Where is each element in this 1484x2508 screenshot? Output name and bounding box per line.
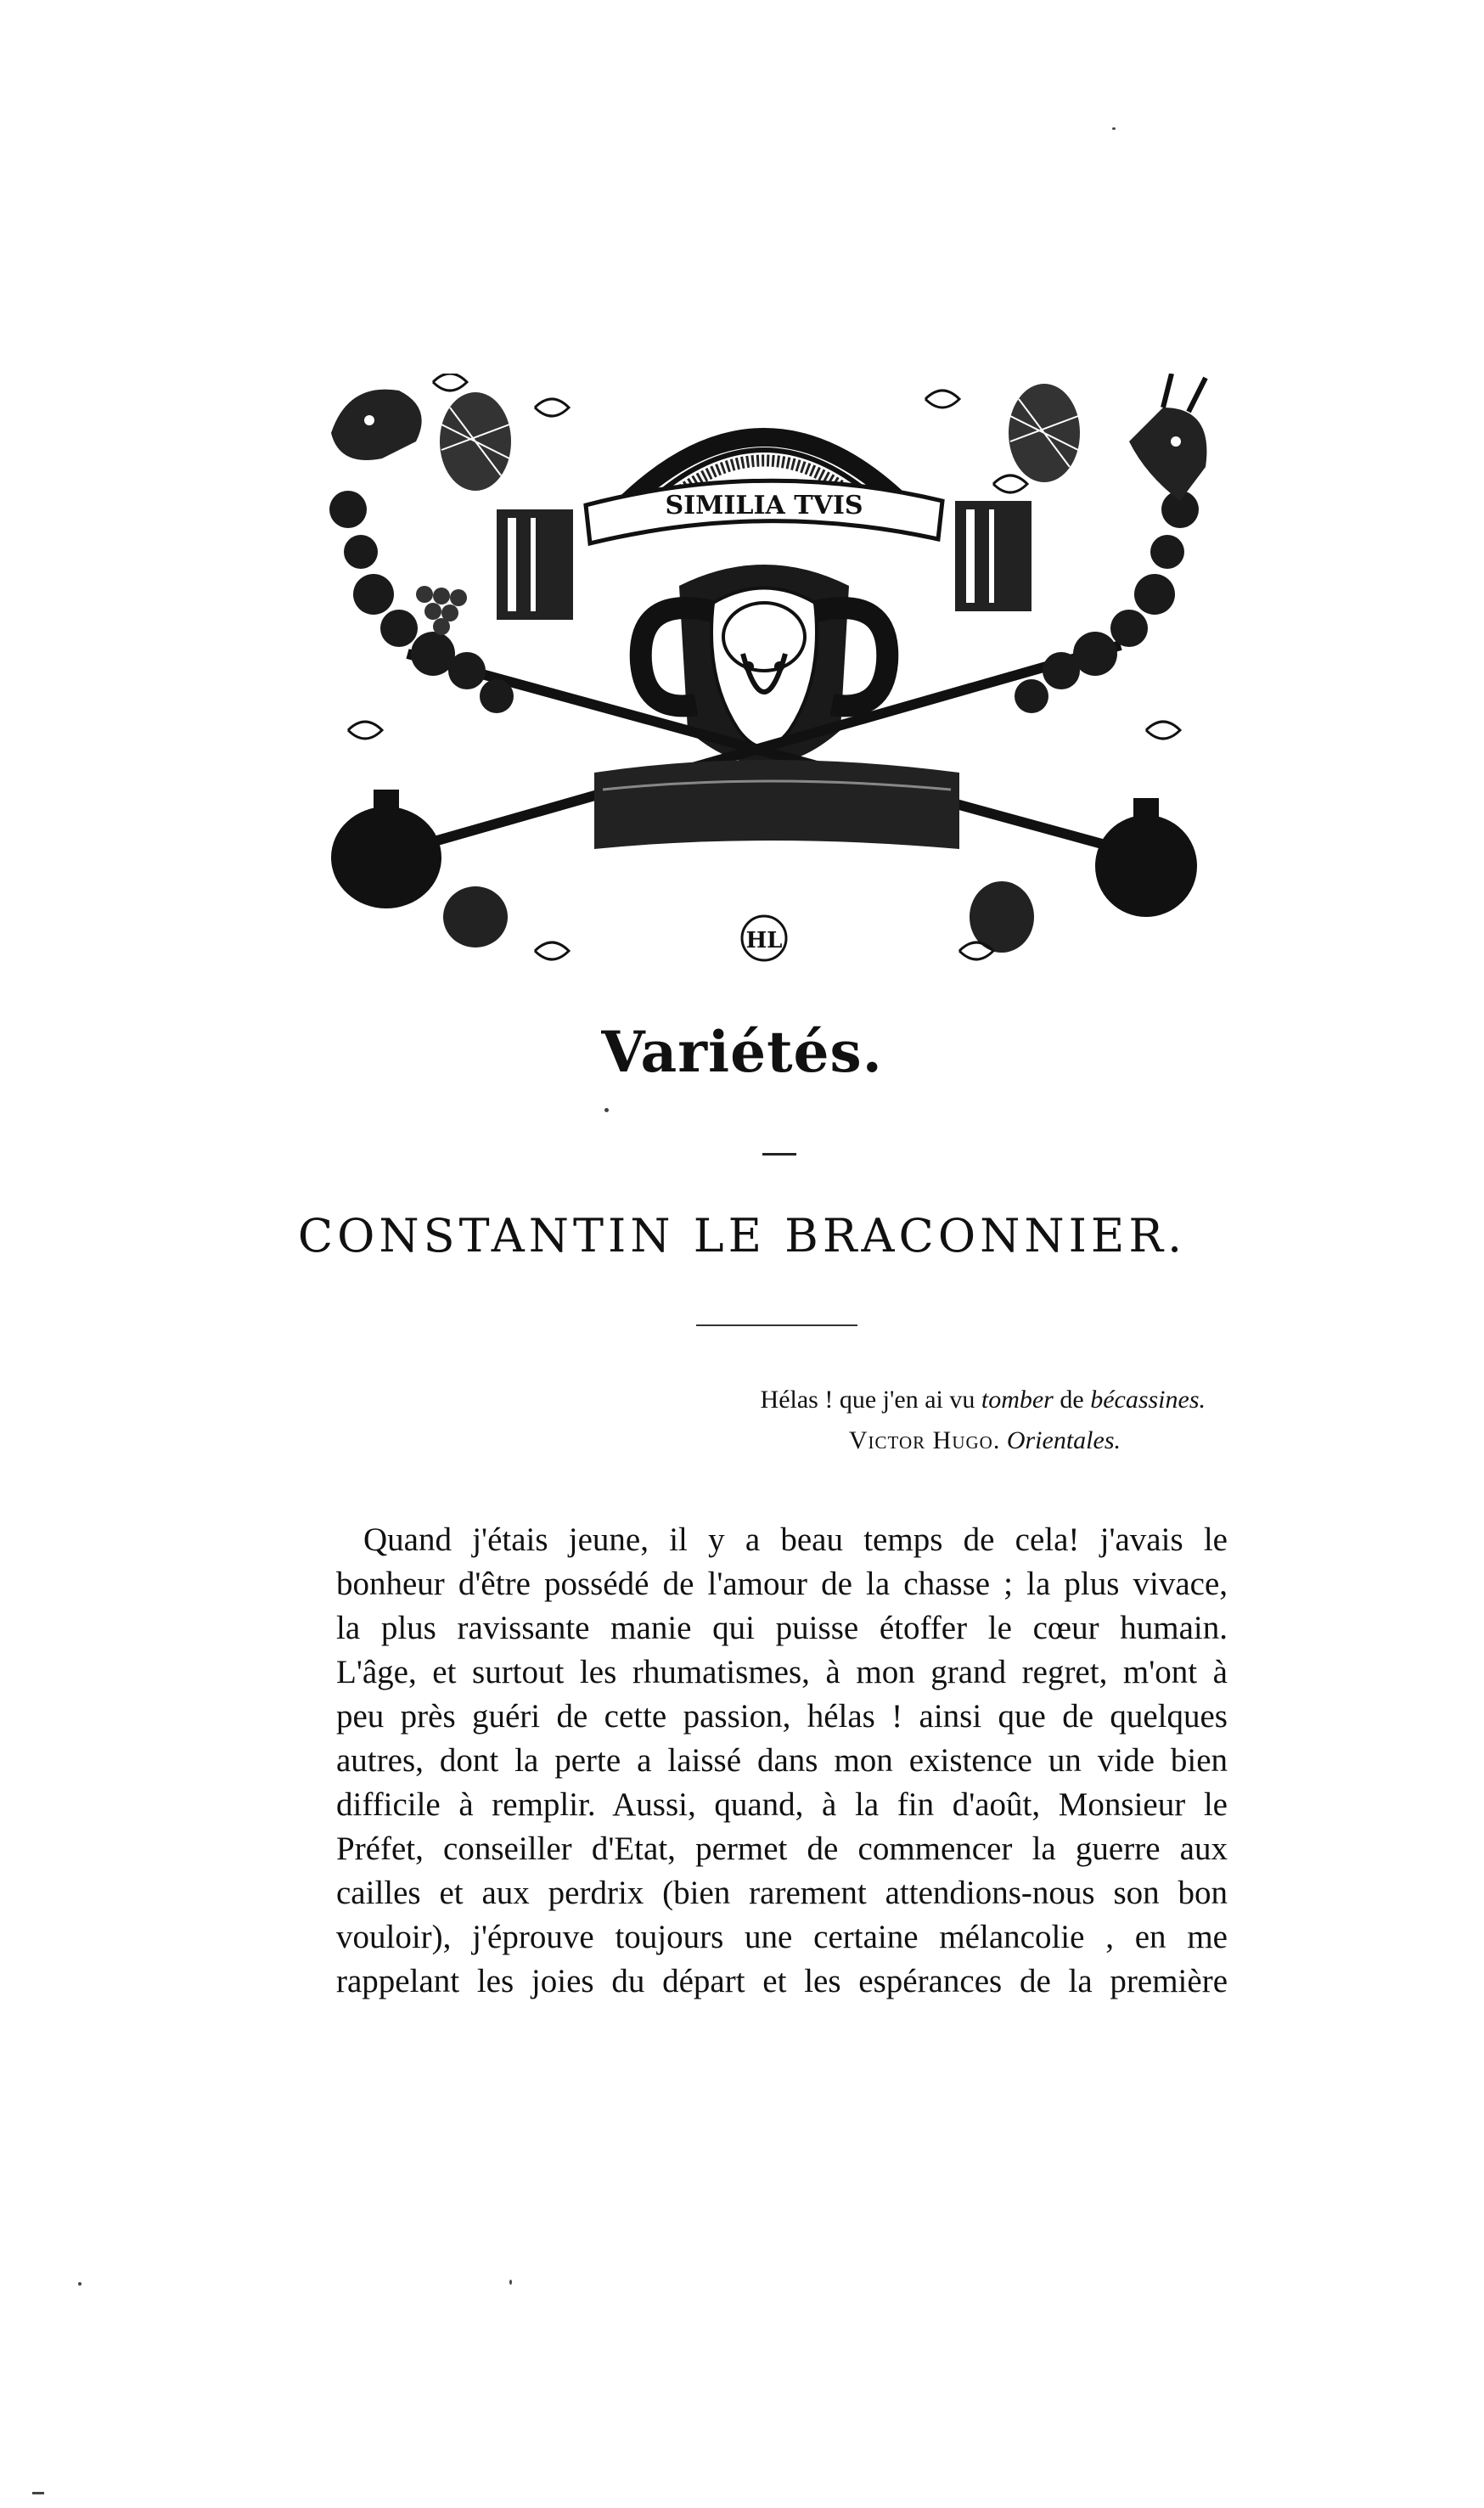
article-title: CONSTANTIN LE BRACONNIER. xyxy=(297,1209,1187,1262)
paper-speck xyxy=(509,2280,512,2285)
body-line: rappelant les joies du départ et les espérances de la première xyxy=(336,1963,1228,1999)
body-paragraph xyxy=(336,1518,1228,2004)
epigraph-attribution xyxy=(662,1420,1206,1461)
headpiece-engraving xyxy=(314,374,1214,985)
monogram: HL xyxy=(745,928,783,953)
epigraph xyxy=(662,1380,1206,1461)
body-line: difficile à remplir. Aussi, quand, à la fin d'août, Monsieur le xyxy=(336,1786,1228,1823)
paper-speck xyxy=(78,2282,82,2286)
epigraph-quote: Hélas ! que j'en ai vu tomber de bécassines. xyxy=(760,1386,1206,1414)
paper-speck xyxy=(32,2492,44,2494)
body-line: vouloir), j'éprouve toujours une certaine mélancolie , en me xyxy=(336,1919,1228,1955)
body-line: peu près guéri de cette passion, hélas ! ainsi que de quelques xyxy=(336,1698,1228,1735)
body-line: autres, dont la perte a laissé dans mon existence un vide bien xyxy=(336,1742,1228,1779)
body-line: cailles et aux perdrix (bien rarement attendions-nous son bon xyxy=(336,1875,1228,1911)
body-line: L'âge, et surtout les rhumatismes, à mon grand regret, m'ont à xyxy=(336,1654,1228,1690)
body-line: Quand j'étais jeune, il y a beau temps de cela! j'avais le xyxy=(363,1521,1228,1558)
paper-speck xyxy=(1112,127,1116,130)
paper-speck xyxy=(604,1108,609,1112)
body-line: bonheur d'être possédé de l'amour de la chasse ; la plus vivace, xyxy=(336,1566,1228,1602)
epigraph-author: Victor Hugo. xyxy=(848,1426,1001,1454)
section-title: Variétés. xyxy=(601,1019,883,1085)
banner-motto: SIMILIA TVIS xyxy=(665,491,863,520)
body-line: Préfet, conseiller d'Etat, permet de commencer la guerre aux xyxy=(336,1830,1228,1867)
ram-head-headpiece-icon xyxy=(314,374,1214,985)
title-divider xyxy=(696,1324,857,1326)
short-divider xyxy=(762,1153,796,1156)
epigraph-work: Orientales. xyxy=(1006,1426,1121,1454)
body-line: la plus ravissante manie qui puisse étoffer le cœur humain. xyxy=(336,1610,1228,1646)
